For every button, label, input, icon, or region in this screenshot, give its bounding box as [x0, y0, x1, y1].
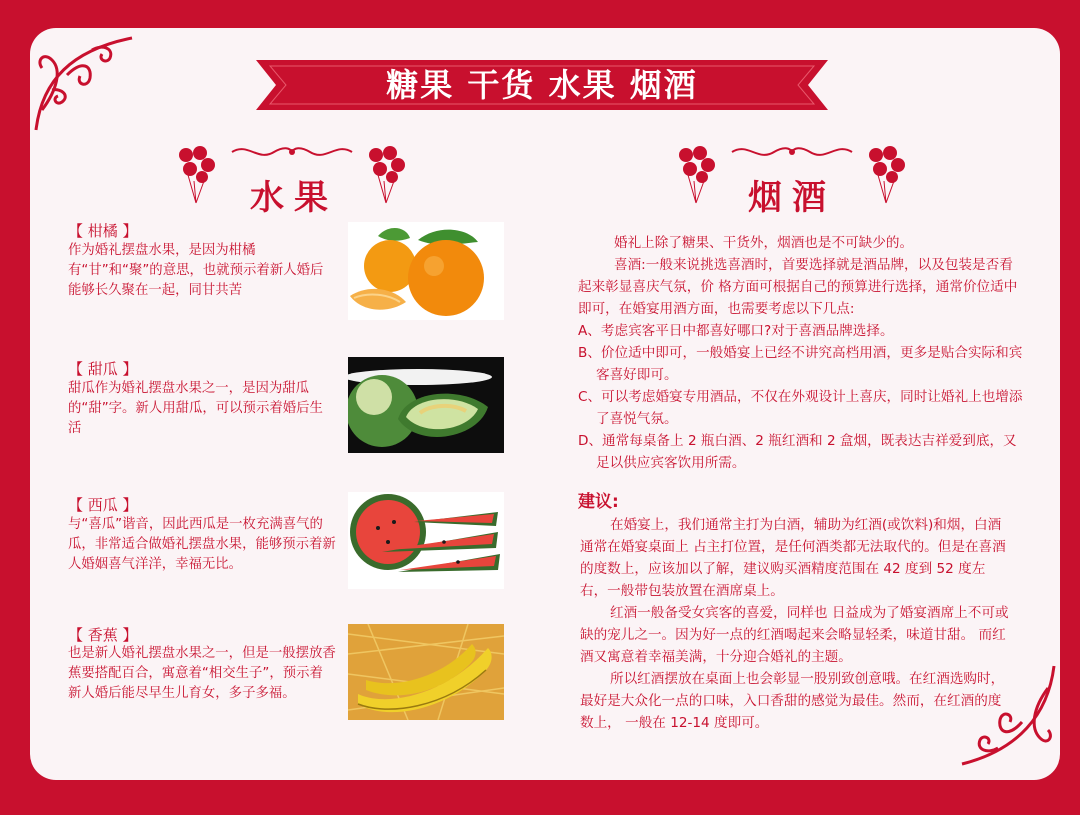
tangerines-photo [348, 222, 504, 320]
heart-balloons-icon [866, 145, 908, 205]
heart-balloons-icon [366, 145, 408, 205]
advice-para-baijiu: 在婚宴上，我们通常主打为白酒，辅助为红酒(或饮料)和烟，白酒通常在婚宴桌面上 占主打位置，是任何酒类都无法取代的。但是在喜酒的度数上，应该加以了解，建议购买酒精度范围在 42 度到 52 度左右，一般带包装放置在酒席桌上。 [580, 517, 1006, 599]
fruit-section-title: 水果 [250, 178, 338, 218]
heart-balloons-icon [676, 145, 718, 205]
fruit-heading-watermelon: 【 西瓜 】 [68, 496, 138, 514]
wine-point-c: C、可以考虑婚宴专用酒品，不仅在外观设计上喜庆，同时让婚礼上也增添了喜悦气氛。 [578, 389, 1023, 427]
advice-title: 建议: [578, 492, 619, 512]
wine-point-b: B、价位适中即可，一般婚宴上已经不讲究高档用酒，更多是贴合实际和宾客喜好即可。 [578, 345, 1023, 383]
fruit-heading-tangerine: 【 柑橘 】 [68, 222, 138, 240]
corner-flourish-top-left [32, 30, 142, 140]
fruit-desc-banana: 也是新人婚礼摆盘水果之一，但是一般摆放香蕉要搭配百合，寓意着“相交生子”，预示着新人婚后能尽早生儿育女，多子多福。 [68, 646, 336, 701]
banana-photo [348, 624, 504, 720]
fruit-desc-tangerine: 作为婚礼摆盘水果，是因为柑橘有“甘”和“聚”的意思，也就预示着新人婚后能够长久聚在一起，同甘共苦 [68, 243, 324, 298]
wine-intro: 婚礼上除了糖果、干货外，烟酒也是不可缺少的。 [614, 235, 914, 251]
melon-photo [348, 357, 504, 453]
scroll-ornament-icon [728, 140, 856, 164]
heart-balloons-icon [176, 145, 218, 205]
fruit-desc-watermelon: 与“喜瓜”谐音，因此西瓜是一枚充满喜气的瓜，非常适合做婚礼摆盘水果，能够预示着新人婚姻喜气洋洋，幸福无比。 [68, 517, 336, 572]
wine-point-d: D、通常每桌备上 2 瓶白酒、2 瓶红酒和 2 盒烟，既表达吉祥爱到底，又足以供应宾客饮用所需。 [578, 433, 1017, 471]
wine-section-title: 烟酒 [748, 178, 836, 218]
scroll-ornament-icon [228, 140, 356, 164]
wine-para-xijiu: 喜酒:一般来说挑选喜酒时，首要选择就是酒品牌，以及包装是否看起来彰显喜庆气氛，价 格方面可根据自己的预算进行选择，通常价位适中即可，在婚宴用酒方面，也需要考虑以下几点: [578, 257, 1018, 317]
advice-para-hongjiu: 红酒一般备受女宾客的喜爱，同样也 日益成为了婚宴酒席上不可或缺的宠儿之一。因为好一点的红酒喝起来会略显轻柔，味道甘甜。 而红酒又寓意着幸福美满，十分迎合婚礼的主题。 [580, 605, 1009, 665]
fruit-heading-banana: 【 香蕉 】 [68, 626, 138, 644]
banner-title: 糖果 干货 水果 烟酒 [386, 66, 698, 104]
wine-point-a: A、考虑宾客平日中都喜好哪口?对于喜酒品牌选择。 [578, 323, 894, 339]
fruit-desc-melon: 甜瓜作为婚礼摆盘水果之一，是因为甜瓜的“甜”字。新人用甜瓜，可以预示着婚后生活 [68, 381, 323, 436]
fruit-heading-melon: 【 甜瓜 】 [68, 360, 138, 378]
watermelon-photo [348, 492, 504, 589]
advice-para-chuangyi: 所以红酒摆放在桌面上也会彰显一股别致创意哦。在红酒选购时，最好是大众化一点的口味，入口香甜的感觉为最佳。然而，在红酒的度数上， 一般在 12-14 度即可。 [580, 671, 1005, 731]
